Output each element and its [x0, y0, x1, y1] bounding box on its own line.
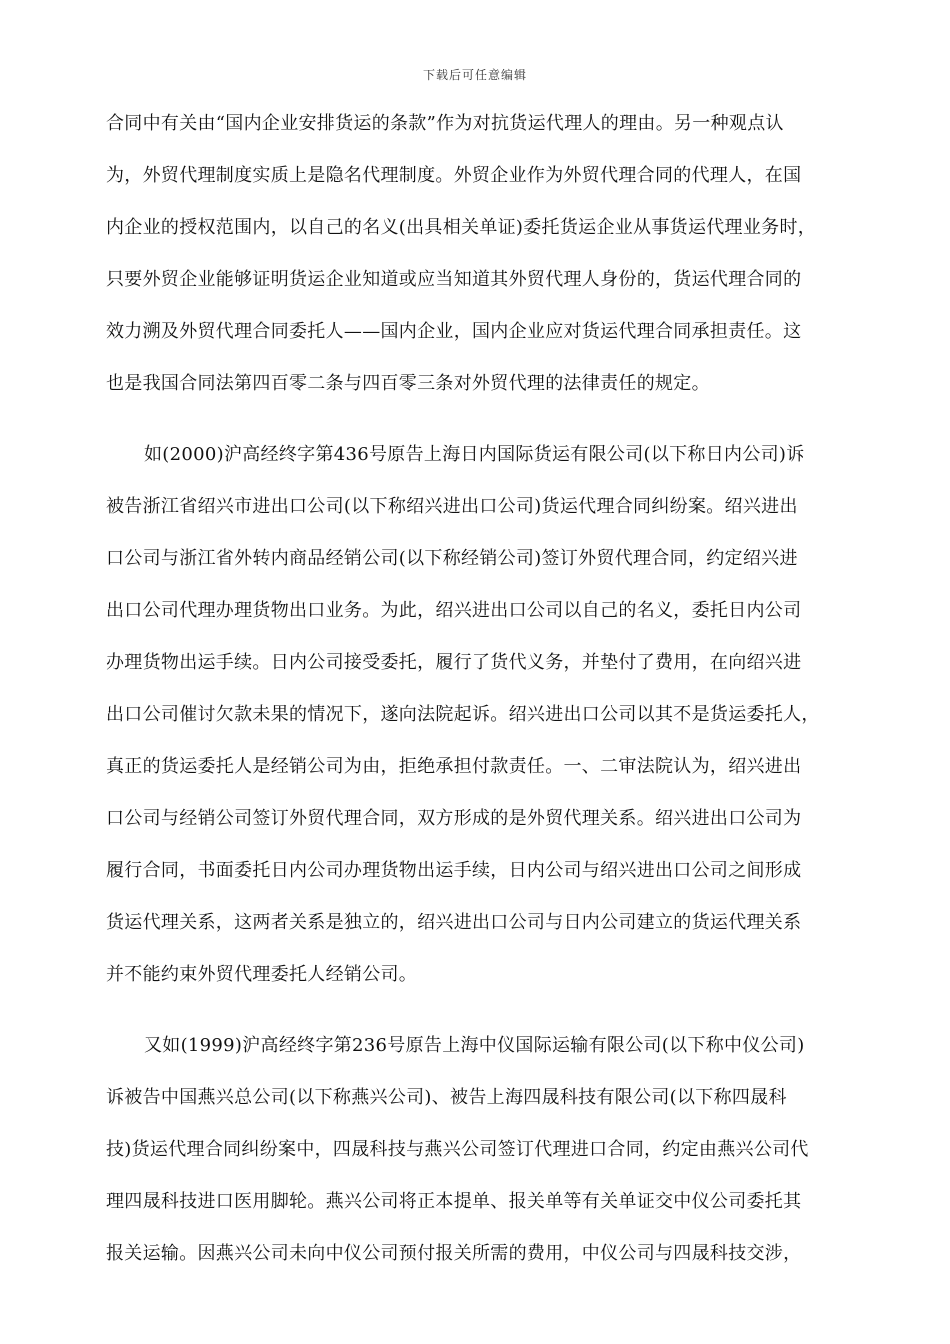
text-line: 履行合同，书面委托日内公司办理货物出运手续，日内公司与绍兴进出口公司之间形成	[106, 860, 802, 881]
text-line: 并不能约束外贸代理委托人经销公司。	[106, 964, 418, 985]
text-line: 也是我国合同法第四百零二条与四百零三条对外贸代理的法律责任的规定。	[106, 373, 710, 394]
paragraph-gap	[106, 1001, 846, 1020]
paragraph-gap	[106, 410, 846, 429]
text-line: 出口公司代理办理货物出口业务。为此，绍兴进出口公司以自己的名义，委托日内公司	[106, 600, 802, 621]
paragraph	[106, 1020, 846, 1280]
document-body	[106, 98, 846, 1280]
text-line: 又如(1999)沪高经终字第236号原告上海中仪国际运输有限公司(以下称中仪公司)	[144, 1035, 805, 1056]
text-line: 理四晟科技进口医用脚轮。燕兴公司将正本提单、报关单等有关单证交中仪公司委托其	[106, 1191, 802, 1212]
text-line: 货运代理关系，这两者关系是独立的，绍兴进出口公司与日内公司建立的货运代理关系	[106, 912, 802, 933]
text-line: 口公司与经销公司签订外贸代理合同，双方形成的是外贸代理关系。绍兴进出口公司为	[106, 808, 802, 829]
paragraph	[106, 429, 846, 1001]
text-line: 合同中有关由“国内企业安排货运的条款”作为对抗货运代理人的理由。另一种观点认	[106, 113, 784, 134]
paragraph	[106, 98, 846, 410]
text-line: 诉被告中国燕兴总公司(以下称燕兴公司)、被告上海四晟科技有限公司(以下称四晟科	[106, 1087, 787, 1108]
text-line: 为，外贸代理制度实质上是隐名代理制度。外贸企业作为外贸代理合同的代理人，在国	[106, 165, 802, 186]
text-line: 效力溯及外贸代理合同委托人——国内企业，国内企业应对货运代理合同承担责任。这	[106, 321, 802, 342]
text-line: 报关运输。因燕兴公司未向中仪公司预付报关所需的费用，中仪公司与四晟科技交涉，	[106, 1243, 802, 1264]
page-header: 下载后可任意编辑	[422, 68, 527, 82]
text-line: 出口公司催讨欠款未果的情况下，遂向法院起诉。绍兴进出口公司以其不是货运委托人，	[106, 704, 820, 725]
text-line: 办理货物出运手续。日内公司接受委托，履行了货代义务，并垫付了费用，在向绍兴进	[106, 652, 802, 673]
text-line: 只要外贸企业能够证明货运企业知道或应当知道其外贸代理人身份的，货运代理合同的	[106, 269, 802, 290]
text-line: 口公司与浙江省外转内商品经销公司(以下称经销公司)签订外贸代理合同，约定绍兴进	[106, 548, 798, 569]
text-line: 被告浙江省绍兴市进出口公司(以下称绍兴进出口公司)货运代理合同纠纷案。绍兴进出	[106, 496, 798, 517]
text-line: 内企业的授权范围内，以自己的名义(出具相关单证)委托货运企业从事货运代理业务时，	[106, 217, 817, 238]
text-line: 如(2000)沪高经终字第436号原告上海日内国际货运有限公司(以下称日内公司)诉	[144, 444, 805, 465]
text-line: 真正的货运委托人是经销公司为由，拒绝承担付款责任。一、二审法院认为，绍兴进出	[106, 756, 802, 777]
text-line: 技)货运代理合同纠纷案中，四晟科技与燕兴公司签订代理进口合同，约定由燕兴公司代	[106, 1139, 809, 1160]
